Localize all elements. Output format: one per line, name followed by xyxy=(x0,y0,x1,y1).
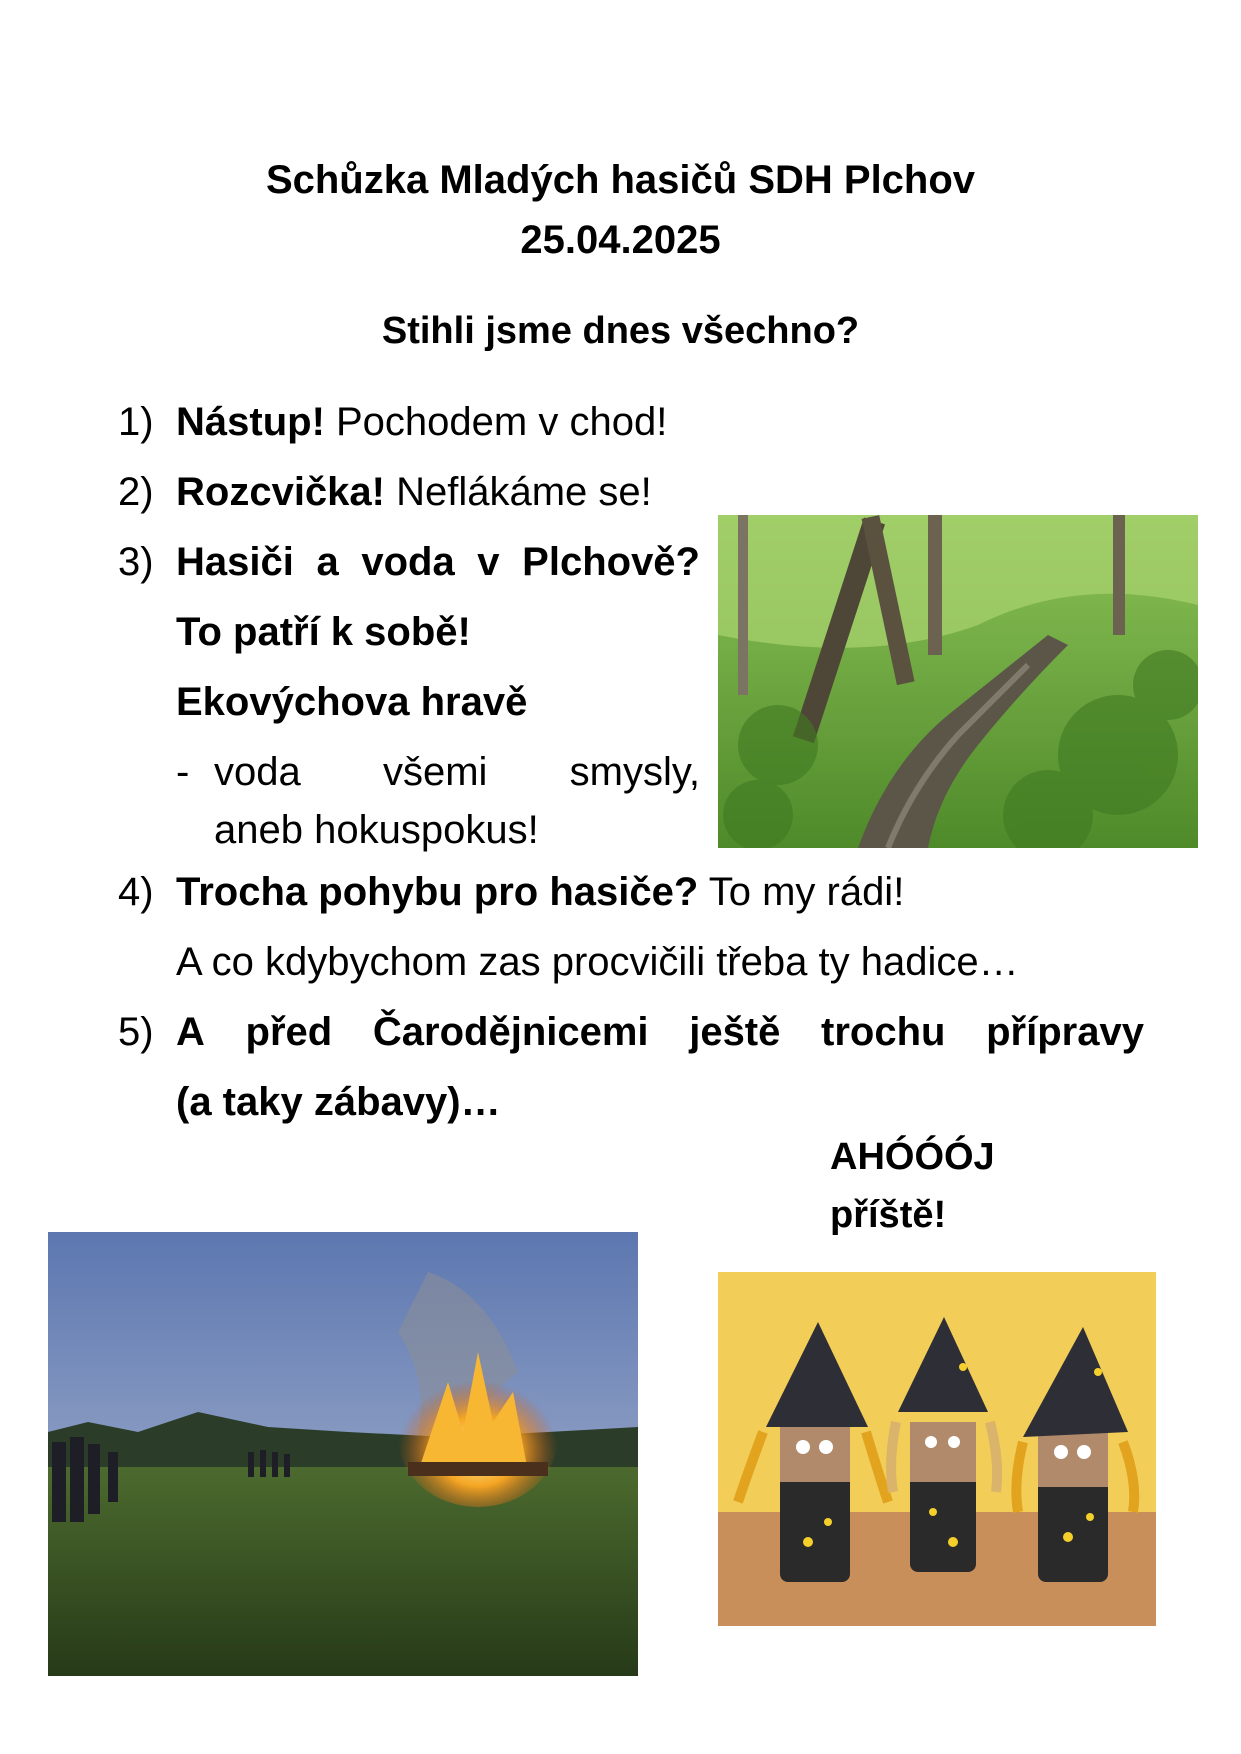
item-text: To my rádi! xyxy=(698,870,905,914)
word: všemi xyxy=(382,750,488,794)
word: a xyxy=(316,540,339,584)
item-heading xyxy=(176,538,700,586)
word: před xyxy=(245,1010,333,1054)
item-text: Pochodem v chod! xyxy=(324,400,668,444)
item-text: Neflákáme se! xyxy=(384,470,652,514)
word: Plchově? xyxy=(522,540,700,584)
item-number: 2) xyxy=(118,470,154,514)
word: voda xyxy=(361,540,455,584)
stream-photo xyxy=(718,515,1198,848)
word: v xyxy=(477,540,500,584)
item-3-dash: - xyxy=(176,750,190,794)
closing-line-1: AHÓÓÓJ xyxy=(830,1136,995,1178)
item-4-line-2: A co kdybychom zas procvičili třeba ty hadice… xyxy=(176,940,1019,984)
item-number: 5) xyxy=(118,1010,154,1054)
word: A xyxy=(176,1010,205,1054)
item-heading xyxy=(176,1008,1144,1056)
item-3-sub-line-1 xyxy=(214,748,700,796)
item-number: 1) xyxy=(118,400,154,444)
item-3-line-2: To patří k sobě! xyxy=(176,610,471,654)
word: voda xyxy=(214,750,301,794)
closing-greeting xyxy=(830,1128,995,1244)
item-5-line-2: (a taky zábavy)… xyxy=(176,1080,501,1124)
item-heading: Trocha pohybu pro hasiče? xyxy=(176,870,699,914)
item-3-sub-line-2: aneb hokuspokus! xyxy=(214,808,539,852)
item-number: 4) xyxy=(118,870,154,914)
item-heading: Nástup! xyxy=(176,400,325,444)
item-3-line-3: Ekovýchova hravě xyxy=(176,680,528,724)
page-subtitle: Stihli jsme dnes všechno? xyxy=(381,310,860,352)
word: ještě xyxy=(689,1010,781,1054)
word: Hasiči xyxy=(176,540,294,584)
word: smysly, xyxy=(569,750,700,794)
word: trochu xyxy=(821,1010,946,1054)
word: přípravy xyxy=(986,1010,1144,1054)
witches-craft-photo xyxy=(718,1272,1156,1626)
bonfire-photo xyxy=(48,1232,638,1676)
word: Čarodějnicemi xyxy=(372,1010,649,1054)
item-heading: Rozcvička! xyxy=(176,470,385,514)
page-title: Schůzka Mladých hasičů SDH Plchov xyxy=(265,158,976,202)
closing-line-2: příště! xyxy=(830,1194,947,1236)
page-date: 25.04.2025 xyxy=(520,218,721,262)
item-number: 3) xyxy=(118,540,154,584)
